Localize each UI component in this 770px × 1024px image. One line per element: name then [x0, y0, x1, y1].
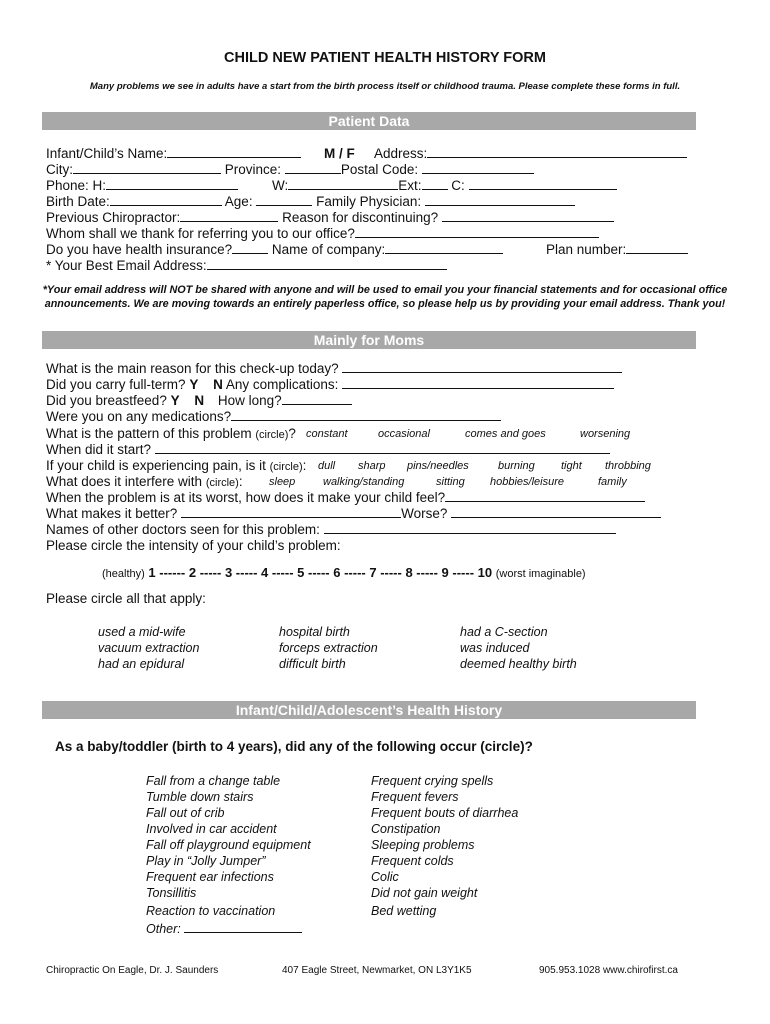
- reason-label: What is the main reason for this check-up today?: [46, 361, 339, 376]
- city-field[interactable]: [73, 162, 221, 174]
- row-referral: [46, 226, 599, 242]
- row-meds: [46, 409, 501, 425]
- howlong-field[interactable]: [282, 393, 352, 405]
- name-field[interactable]: [167, 146, 301, 158]
- footer-clinic: Chiropractic On Eagle, Dr. J. Saunders: [46, 965, 219, 976]
- province-field[interactable]: [285, 162, 341, 174]
- row-name: [46, 146, 301, 162]
- referral-label: Whom shall we thank for referring you to our office?: [46, 226, 355, 241]
- breastfeed-label: Did you breastfeed?: [46, 393, 167, 408]
- apply-opt[interactable]: had an epidural: [98, 657, 185, 671]
- row-address: [374, 146, 687, 162]
- interfere-opt[interactable]: walking/standing: [323, 476, 405, 488]
- history-opt[interactable]: Fall out of crib: [146, 806, 225, 820]
- phone-home-field[interactable]: [106, 178, 238, 190]
- age-field[interactable]: [256, 194, 312, 206]
- history-opt[interactable]: Play in “Jolly Jumper”: [146, 854, 266, 868]
- section-header-moms: Mainly for Moms: [42, 331, 696, 349]
- pain-opt[interactable]: throbbing: [605, 460, 651, 472]
- row-pattern: What is the pattern of this problem (circle)?: [46, 426, 296, 441]
- ext-label: Ext:: [398, 178, 422, 193]
- apply-label: Please circle all that apply:: [46, 591, 206, 606]
- phone-work-field[interactable]: [288, 178, 398, 190]
- row-prev-chiro: [46, 210, 614, 226]
- company-field[interactable]: [385, 242, 503, 254]
- apply-opt[interactable]: forceps extraction: [279, 641, 378, 655]
- row-city: [46, 162, 534, 178]
- pattern-opt[interactable]: worsening: [580, 428, 631, 440]
- row-doctors: [46, 522, 616, 538]
- row-worst: [46, 490, 645, 506]
- intensity-scale[interactable]: 1 ------ 2 ----- 3 ----- 4 ----- 5 ----- 6 ----- 7 ----- 8 ----- 9 ----- 10: [148, 565, 493, 580]
- row-breastfeed: [46, 393, 352, 409]
- address-field[interactable]: [427, 146, 687, 158]
- form-title: CHILD NEW PATIENT HEALTH HISTORY FORM: [224, 50, 546, 66]
- doctors-label: Names of other doctors seen for this problem:: [46, 522, 320, 537]
- intensity-label: Please circle the intensity of your child’s problem:: [46, 538, 341, 553]
- worst-label: When the problem is at its worst, how does it make your child feel?: [46, 490, 446, 505]
- row-pain: If your child is experiencing pain, is it (circle):: [46, 458, 307, 473]
- history-opt[interactable]: Fall from a change table: [146, 774, 281, 788]
- history-opt[interactable]: Frequent ear infections: [146, 870, 274, 884]
- row-fullterm: [46, 377, 614, 393]
- row-email: [46, 258, 447, 274]
- complications-field[interactable]: [342, 377, 614, 389]
- apply-opt[interactable]: had a C-section: [460, 625, 548, 639]
- interfere-circle-hint: (circle): [205, 477, 239, 489]
- meds-field[interactable]: [231, 409, 501, 421]
- reason-disc-field[interactable]: [442, 210, 614, 222]
- reason-disc-label: Reason for discontinuing?: [282, 210, 439, 225]
- physician-label: Family Physician:: [316, 194, 422, 209]
- worse-label: Worse?: [401, 506, 448, 521]
- other-field[interactable]: [184, 921, 302, 933]
- address-label: Address:: [374, 146, 428, 161]
- pattern-opt[interactable]: occasional: [378, 428, 430, 440]
- phone-cell-field[interactable]: [469, 178, 617, 190]
- fullterm-label: Did you carry full-term?: [46, 377, 186, 392]
- row-better: [46, 506, 661, 522]
- city-label: City:: [46, 162, 73, 177]
- history-opt[interactable]: Tonsillitis: [146, 886, 197, 900]
- interfere-opt[interactable]: sitting: [436, 476, 465, 488]
- section-header-patient: Patient Data: [42, 112, 696, 130]
- history-opt[interactable]: Colic: [371, 870, 399, 884]
- history-opt[interactable]: Frequent bouts of diarrhea: [371, 806, 519, 820]
- howlong-label: How long?: [217, 393, 282, 408]
- prev-chiro-field[interactable]: [180, 210, 278, 222]
- phone-home-label: Phone: H:: [46, 178, 107, 193]
- worst-imaginable-label: (worst imaginable): [495, 568, 586, 580]
- apply-opt[interactable]: deemed healthy birth: [460, 657, 577, 671]
- row-insurance: [46, 242, 503, 258]
- row-interfere: What does it interfere with (circle):: [46, 474, 243, 489]
- form-subtitle: Many problems we see in adults have a start from the birth process itself or childhood trauma. Please complete these forms in full.: [89, 81, 681, 92]
- referral-field[interactable]: [355, 226, 599, 238]
- other-label: Other:: [146, 922, 181, 936]
- footer-contact: 905.953.1028 www.chirofirst.ca: [539, 965, 678, 976]
- start-field[interactable]: [155, 442, 610, 454]
- sex-options[interactable]: M / F: [324, 146, 355, 161]
- phone-work-label: W:: [272, 178, 289, 193]
- better-field[interactable]: [181, 506, 401, 518]
- insurance-label: Do you have health insurance?: [46, 242, 233, 257]
- footer-address: 407 Eagle Street, Newmarket, ON L3Y1K5: [282, 965, 472, 976]
- healthy-label: (healthy): [102, 568, 145, 580]
- email-note: *Your email address will NOT be shared with anyone and will be used to email you your financial statements and for occasional office announcements. We are moving towards an entirely paperless office, so please help us by providing your email address. Thank you!: [42, 284, 728, 310]
- pain-opt[interactable]: dull: [318, 460, 336, 472]
- pain-circle-hint: (circle): [269, 461, 303, 473]
- history-opt[interactable]: Frequent crying spells: [371, 774, 494, 788]
- better-label: What makes it better?: [46, 506, 178, 521]
- pattern-label: What is the pattern of this problem: [46, 426, 252, 441]
- apply-opt[interactable]: difficult birth: [279, 657, 346, 671]
- postal-field[interactable]: [422, 162, 534, 174]
- name-label: Infant/Child’s Name:: [46, 146, 168, 161]
- history-question: As a baby/toddler (birth to 4 years), did any of the following occur (circle)?: [55, 739, 533, 754]
- plan-field[interactable]: [626, 242, 688, 254]
- row-phone: [46, 178, 238, 194]
- interfere-opt[interactable]: hobbies/leisure: [490, 476, 564, 488]
- row-phone-work: [272, 178, 617, 194]
- province-label: Province:: [224, 162, 282, 177]
- history-opt[interactable]: Frequent colds: [371, 854, 454, 868]
- pattern-opt[interactable]: comes and goes: [465, 428, 546, 440]
- history-opt[interactable]: Constipation: [371, 822, 441, 836]
- fullterm-yn[interactable]: Y N: [189, 377, 223, 392]
- history-opt[interactable]: Frequent fevers: [371, 790, 459, 804]
- birth-field[interactable]: [110, 194, 222, 206]
- apply-opt[interactable]: used a mid-wife: [98, 625, 186, 639]
- pain-opt[interactable]: pins/needles: [407, 460, 469, 472]
- history-opt[interactable]: Fall off playground equipment: [146, 838, 311, 852]
- interfere-opt[interactable]: family: [598, 476, 627, 488]
- pain-opt[interactable]: sharp: [358, 460, 386, 472]
- email-field[interactable]: [207, 258, 447, 270]
- history-opt[interactable]: Tumble down stairs: [146, 790, 254, 804]
- ext-field[interactable]: [422, 178, 448, 190]
- pain-label: If your child is experiencing pain, is it: [46, 458, 266, 473]
- history-opt[interactable]: Involved in car accident: [146, 822, 277, 836]
- apply-opt[interactable]: hospital birth: [279, 625, 350, 639]
- email-label: * Your Best Email Address:: [46, 258, 207, 273]
- reason-field[interactable]: [342, 361, 622, 373]
- company-label: Name of company:: [271, 242, 386, 257]
- prev-chiro-label: Previous Chiropractor:: [46, 210, 181, 225]
- row-plan: [546, 242, 688, 258]
- breastfeed-yn[interactable]: Y N: [170, 393, 205, 408]
- row-start: [46, 442, 610, 458]
- physician-field[interactable]: [425, 194, 575, 206]
- intensity-scale-row: [102, 565, 586, 580]
- history-opt[interactable]: Reaction to vaccination: [146, 904, 276, 918]
- start-label: When did it start?: [46, 442, 152, 457]
- phone-cell-label: C:: [451, 178, 465, 193]
- age-label: Age:: [224, 194, 253, 209]
- doctors-field[interactable]: [324, 522, 616, 534]
- pattern-opt[interactable]: constant: [306, 428, 348, 440]
- worst-field[interactable]: [445, 490, 645, 502]
- row-birth: [46, 194, 575, 210]
- interfere-label: What does it interfere with: [46, 474, 203, 489]
- apply-opt[interactable]: vacuum extraction: [98, 641, 200, 655]
- history-other: [146, 921, 302, 936]
- history-opt[interactable]: Did not gain weight: [371, 886, 478, 900]
- section-header-history: Infant/Child/Adolescent’s Health History: [42, 701, 696, 719]
- complications-label: Any complications:: [225, 377, 339, 392]
- pattern-circle-hint: (circle): [255, 429, 289, 441]
- interfere-opt[interactable]: sleep: [269, 476, 296, 488]
- pain-opt[interactable]: burning: [498, 460, 535, 472]
- plan-label: Plan number:: [546, 242, 627, 257]
- row-reason: [46, 361, 622, 377]
- postal-label: Postal Code:: [340, 162, 419, 177]
- pain-opt[interactable]: tight: [561, 460, 582, 472]
- history-opt[interactable]: Bed wetting: [371, 904, 437, 918]
- apply-opt[interactable]: was induced: [460, 641, 530, 655]
- birth-label: Birth Date:: [46, 194, 110, 209]
- history-opt[interactable]: Sleeping problems: [371, 838, 475, 852]
- worse-field[interactable]: [451, 506, 661, 518]
- insurance-field[interactable]: [232, 242, 268, 254]
- meds-label: Were you on any medications?: [46, 409, 232, 424]
